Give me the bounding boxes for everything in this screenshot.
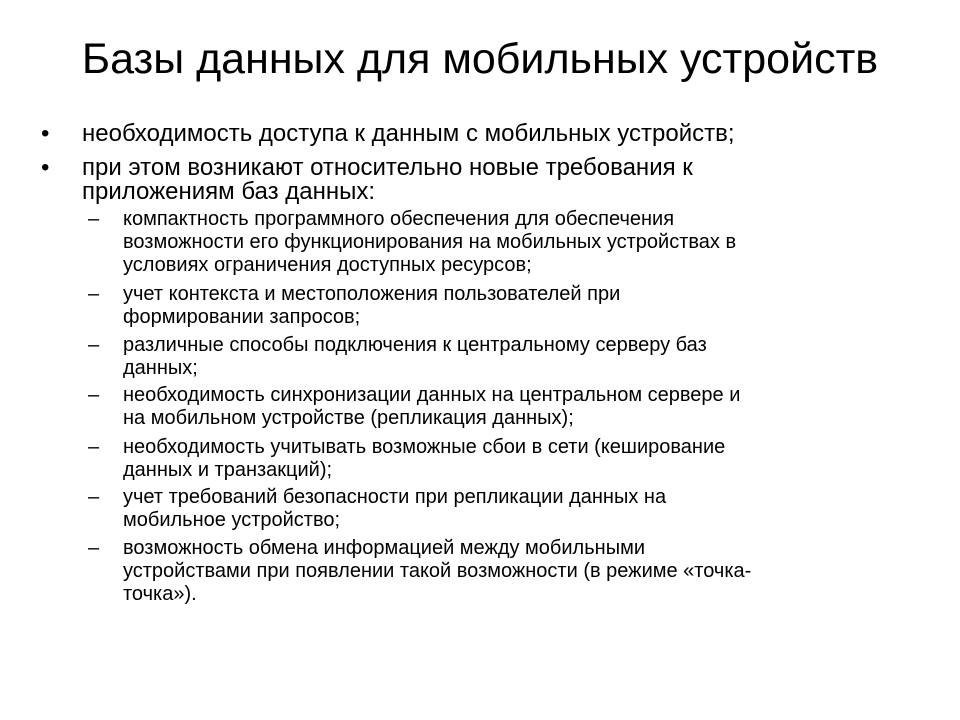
sub-text-line: условиях ограничения доступных ресурсов; [123,254,532,276]
sub-marker: – [88,208,100,230]
bullet-item [41,154,882,205]
sub-item [88,208,903,277]
sub-text-line: данных; [123,357,198,379]
sub-text-line: точка»). [123,583,197,605]
bullet-text-line: при этом возникают относительно новые требования к [82,154,693,181]
sub-marker: – [88,486,100,508]
bullet-text-line: необходимость доступа к данным с мобильных устройств; [82,120,735,147]
sub-item [88,537,903,606]
sub-text-line: формировании запросов; [123,306,361,328]
sub-text-line: данных и транзакций); [123,459,333,481]
sub-text-line: на мобильном устройстве (репликация данных); [123,407,574,429]
sub-text-line: необходимость синхронизации данных на центральном сервере и [123,384,741,406]
sub-text-line: необходимость учитывать возможные сбои в сети (кеширование [123,436,726,458]
slide-title: Базы данных для мобильных устройств [81,35,879,83]
sub-item [88,436,903,482]
sub-text-line: возможности его функционирования на мобильных устройствах в [123,231,737,253]
bullet-marker: • [41,154,50,181]
bullet-item [41,120,882,147]
sub-item [88,283,903,329]
sub-marker: – [88,537,100,559]
sub-marker: – [88,384,100,406]
sub-text-line: учет контекста и местоположения пользователей при [123,283,621,305]
sub-marker: – [88,334,100,356]
sub-marker: – [88,283,100,305]
sub-text-line: мобильное устройство; [123,509,341,531]
sub-text-line: возможность обмена информацией между мобильными [123,537,645,559]
sub-text-line: устройствами при появлении такой возможности (в режиме «точка- [123,560,752,582]
sub-text-line: компактность программного обеспечения для обеспечения [123,208,675,230]
sub-text-line: учет требований безопасности при репликации данных на [123,486,667,508]
bullet-marker: • [41,120,50,147]
sub-item [88,384,903,430]
sub-item [88,334,903,380]
bullet-text-line: приложениям баз данных: [82,178,376,205]
sub-marker: – [88,436,100,458]
sub-text-line: различные способы подключения к центральному серверу баз [123,334,707,356]
sub-item [88,486,903,532]
